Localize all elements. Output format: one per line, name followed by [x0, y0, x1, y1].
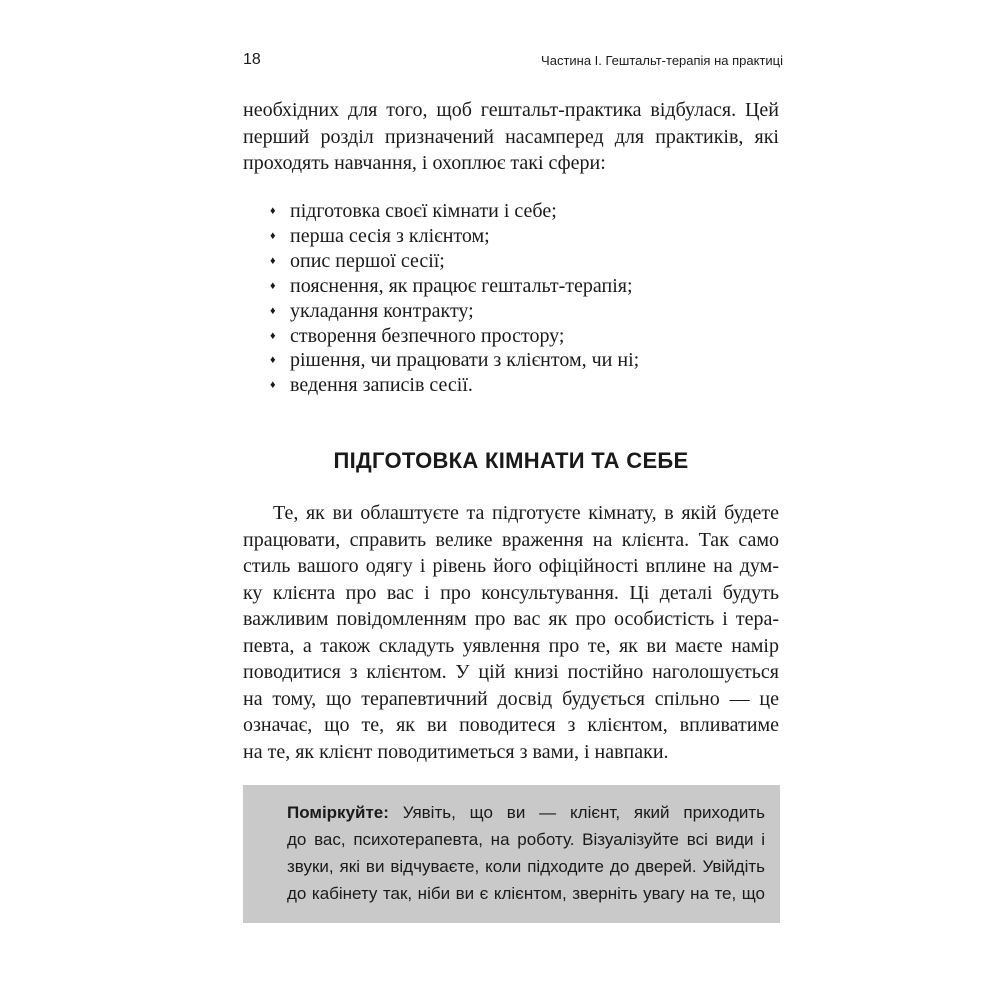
- text-line: перший розділ призначений насамперед для практиків, які: [243, 125, 779, 148]
- list-item: [270, 224, 639, 249]
- diamond-bullet-icon: ♦: [270, 329, 276, 342]
- diamond-bullet-icon: ♦: [270, 205, 276, 217]
- reflection-callout-box: [243, 785, 780, 923]
- list-item-text: перша сесія з клієнтом;: [290, 224, 490, 247]
- intro-paragraph: [243, 97, 779, 177]
- section-paragraph: [243, 500, 779, 765]
- diamond-bullet-icon: ♦: [270, 354, 276, 367]
- list-item: [270, 299, 639, 324]
- text-line: Те, як ви облаштуєте та підготуєте кімнату, в якій будете: [273, 502, 779, 524]
- page-number: 18: [243, 51, 261, 68]
- callout-first-line-text: Уявіть, що ви — клієнт, який приходить: [388, 803, 765, 822]
- list-item-text: укладання контракту;: [290, 299, 474, 322]
- diamond-bullet-icon: ♦: [270, 304, 276, 317]
- callout-first-line: [287, 799, 765, 826]
- callout-text: [287, 799, 765, 907]
- list-item-text: створення безпечного простору;: [290, 324, 565, 347]
- text-line: до вас, психотерапевта, на роботу. Візуалізуйте всі види і: [287, 830, 765, 849]
- text-line: проходять навчання, і охоплює такі сфери:: [243, 152, 606, 174]
- list-item-text: рішення, чи працювати з клієнтом, чи ні;: [290, 349, 640, 372]
- list-item: [270, 199, 639, 224]
- list-item-text: пояснення, як працює гештальт-терапія;: [290, 274, 633, 297]
- callout-label: Поміркуйте:: [287, 803, 389, 822]
- section-heading: ПІДГОТОВКА КІМНАТИ ТА СЕБЕ: [333, 448, 689, 473]
- diamond-bullet-icon: ♦: [270, 229, 276, 242]
- list-item: [270, 373, 639, 398]
- text-line: ку клієнта про вас і про консультування. Ці деталі будуть: [243, 581, 779, 604]
- text-line: важливим повідомленням про вас як про особистість і тера-: [243, 608, 779, 630]
- topics-list: [270, 199, 639, 398]
- text-line: на те, як клієнт поводитиметься з вами, і навпаки.: [243, 740, 669, 763]
- list-item: [270, 249, 639, 274]
- list-item-text: підготовка своєї кімнати і себе;: [290, 200, 557, 222]
- list-item: [270, 348, 639, 373]
- diamond-bullet-icon: ♦: [270, 379, 276, 392]
- text-line: звуки, які ви відчуваєте, коли підходите до дверей. Увійдіть: [287, 857, 765, 876]
- running-head: Частина І. Гештальт-терапія на практиці: [541, 53, 783, 68]
- text-line: означає, що те, як ви поводитеся з клієнтом, впливатиме: [243, 714, 779, 736]
- text-line: на тому, що терапевтичний досвід будується спільно — це: [243, 687, 779, 710]
- list-item: [270, 274, 639, 299]
- text-line: до кабінету так, ніби ви є клієнтом, зверніть увагу на те, що: [287, 884, 765, 903]
- diamond-bullet-icon: ♦: [270, 279, 276, 292]
- text-line: поводитися з клієнтом. У цій книзі постійно наголошується: [243, 661, 779, 683]
- text-line: стиль вашого одягу і рівень його офіційності вплине на дум-: [243, 555, 779, 577]
- page-header: [243, 50, 783, 74]
- text-line: певта, а також складуть уявлення про те, як ви маєте намір: [243, 634, 779, 657]
- text-line: необхідних для того, щоб гештальт-практика відбулася. Цей: [243, 99, 779, 121]
- list-item: [270, 324, 639, 349]
- diamond-bullet-icon: ♦: [270, 254, 276, 267]
- list-item-text: ведення записів сесії.: [290, 374, 473, 397]
- text-line: працювати, справить велике враження на клієнта. Так само: [243, 528, 779, 551]
- list-item-text: опис першої сесії;: [290, 249, 445, 272]
